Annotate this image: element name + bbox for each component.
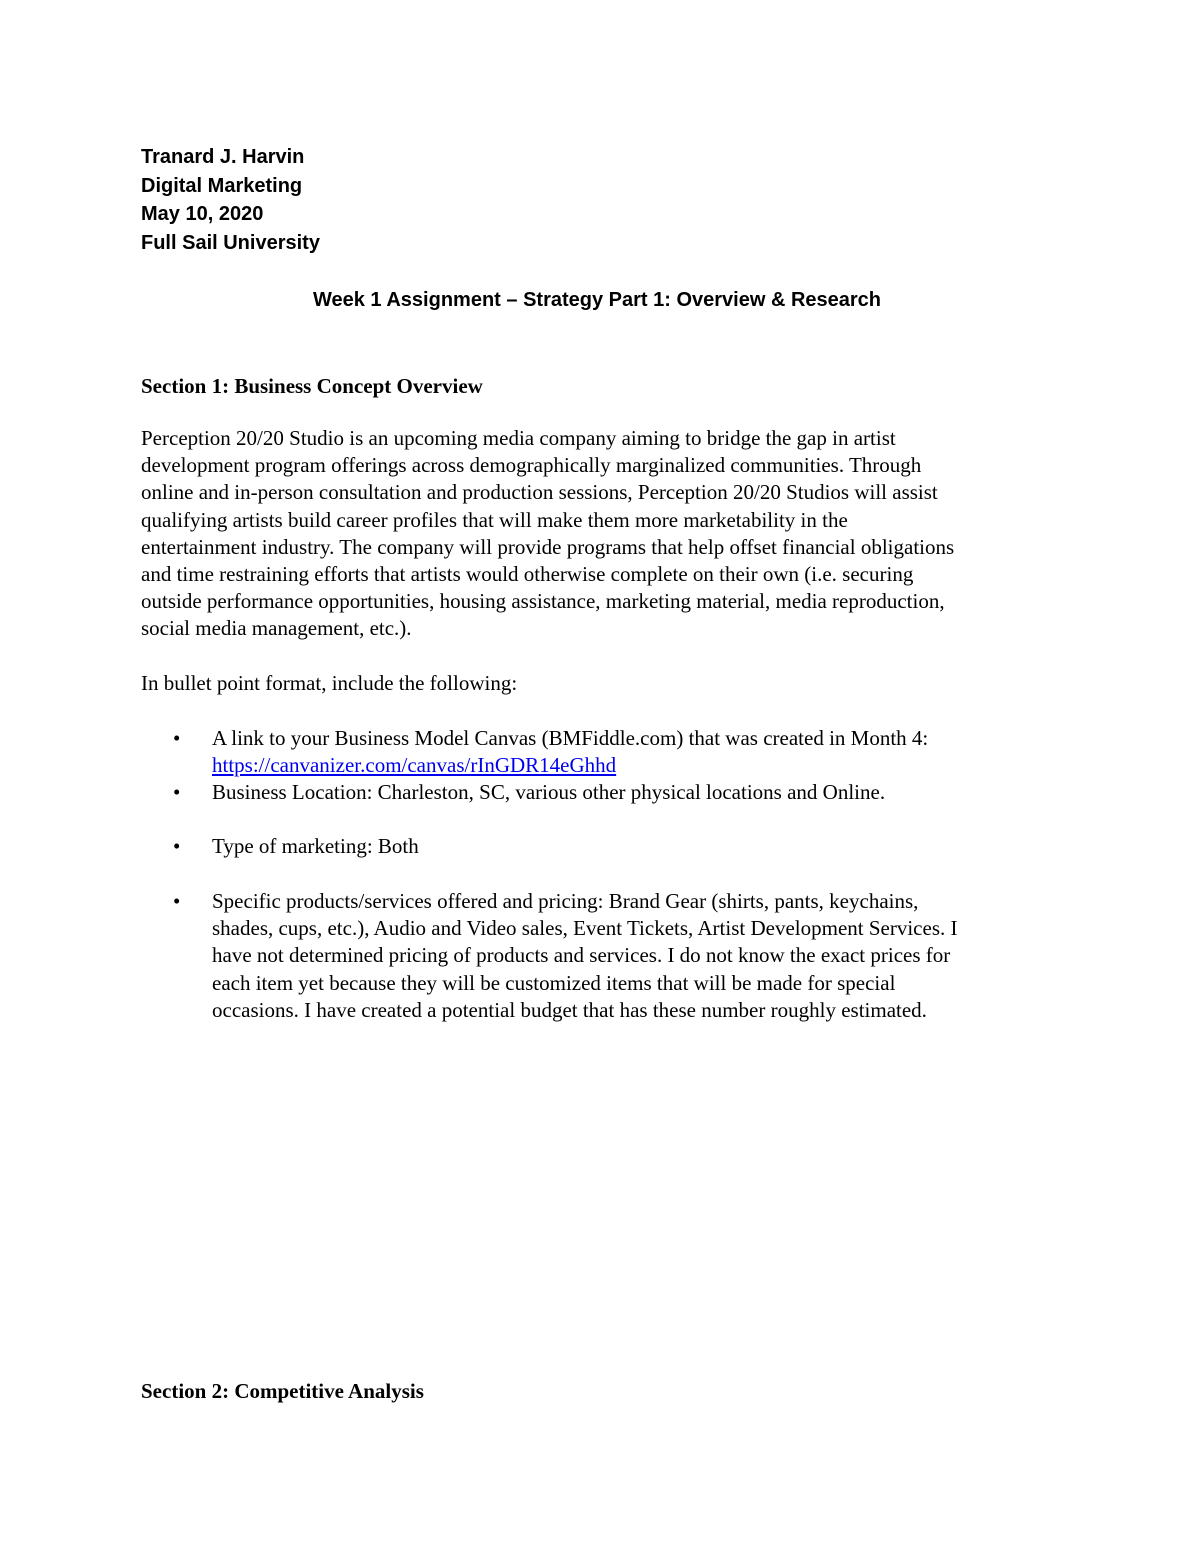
course-name: Digital Marketing [141, 174, 303, 197]
paragraph-line: Perception 20/20 Studio is an upcoming media company aiming to bridge the gap in artist [141, 426, 896, 450]
bullet-intro [141, 670, 1066, 697]
section-1-paragraph [141, 425, 1066, 643]
section-1-heading: Section 1: Business Concept Overview [141, 374, 483, 398]
bullet-products-line: Specific products/services offered and pricing: Brand Gear (shirts, pants, keychains, [212, 889, 919, 913]
bullet-intro-text: In bullet point format, include the following: [141, 671, 518, 695]
bullet-text [212, 725, 928, 779]
paragraph-line: development program offerings across demographically marginalized communities. Through [141, 453, 922, 478]
author-name: Tranard J. Harvin [141, 146, 305, 168]
paragraph-line: social media management, etc.). [141, 616, 412, 641]
bullet-icon: • [173, 889, 181, 913]
bullet-text [212, 888, 957, 1024]
document-date: May 10, 2020 [141, 203, 264, 225]
bullet-canvas-text: A link to your Business Model Canvas (BMFiddle.com) that was created in Month 4: [212, 726, 929, 750]
bullet-products-line: each item yet because they will be customized items that will be made for special [212, 970, 896, 995]
paragraph-line: outside performance opportunities, housing assistance, marketing material, media reproduction, [141, 589, 945, 614]
bullet-icon: • [173, 726, 181, 750]
document-title-text: Week 1 Assignment – Strategy Part 1: Overview & Research [312, 289, 882, 311]
document-title [0, 286, 1200, 314]
bullet-icon: • [173, 834, 181, 858]
bullet-location-text: Business Location: Charleston, SC, various other physical locations and Online. [212, 780, 886, 804]
paragraph-line: and time restraining efforts that artists would otherwise complete on their own (i.e. securing [141, 562, 914, 587]
canvas-link[interactable]: https://canvanizer.com/canvas/rInGDR14eGhhd [212, 753, 617, 778]
school-name: Full Sail University [141, 231, 320, 254]
author-header [141, 143, 320, 257]
bullet-products-line: shades, cups, etc.), Audio and Video sales, Event Tickets, Artist Development Services. I [212, 916, 958, 941]
paragraph-line: qualifying artists build career profiles that will make them more marketability in the [141, 507, 848, 532]
bullet-marketing-text: Type of marketing: Both [212, 834, 419, 858]
paragraph-line: online and in-person consultation and production sessions, Perception 20/20 Studios will assist [141, 480, 938, 505]
bullet-text [212, 779, 885, 806]
bullet-products-line: occasions. I have created a potential budget that has these number roughly estimated. [212, 997, 927, 1022]
paragraph-line: entertainment industry. The company will provide programs that help offset financial obligations [141, 534, 955, 559]
bullet-text [212, 833, 419, 860]
bullet-icon: • [173, 780, 181, 804]
bullet-products-line: have not determined pricing of products and services. I do not know the exact prices for [212, 943, 951, 968]
section-2-heading: Section 2: Competitive Analysis [141, 1379, 424, 1403]
